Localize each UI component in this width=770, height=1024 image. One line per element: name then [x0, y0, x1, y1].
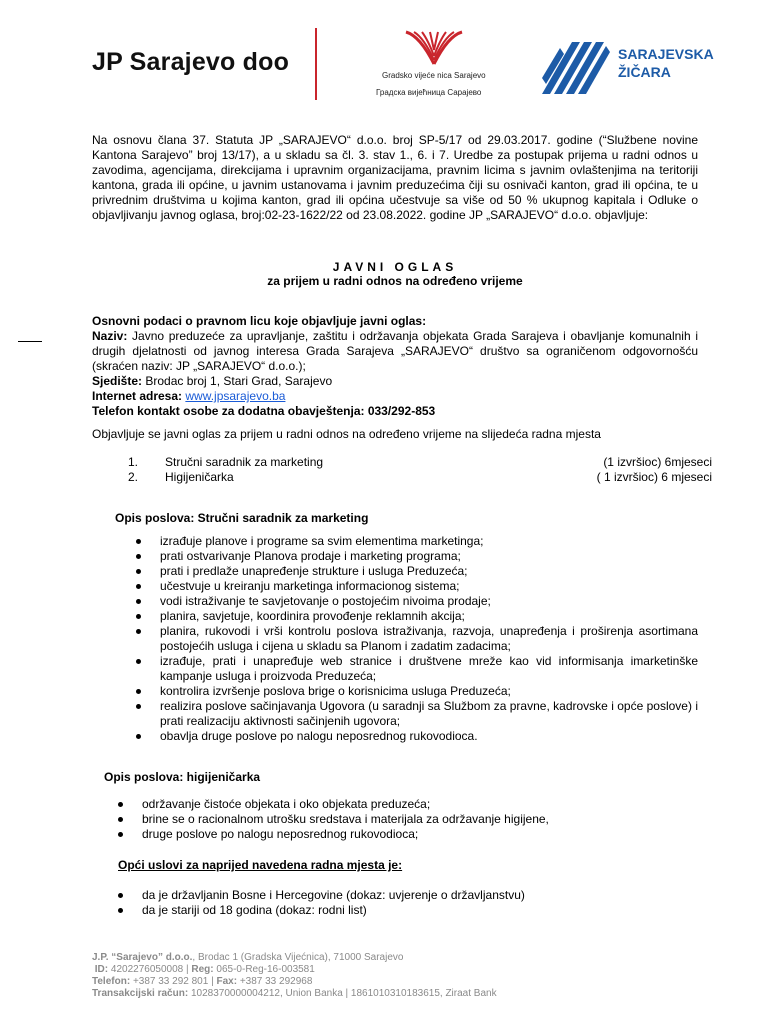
- bullet-icon: [136, 554, 141, 559]
- list-item: [136, 624, 698, 654]
- footer-id-value: 4202276050008: [110, 964, 184, 975]
- company-name: JP Sarajevo doo: [92, 48, 290, 76]
- position-note: ( 1 izvršioc) 6 mjeseci: [596, 470, 712, 484]
- footer-bank: [92, 988, 712, 1000]
- footer-tel-label: Telefon:: [92, 976, 131, 987]
- list-item-text: realizira poslove sačinjavanja Ugovora (u saradnji sa Službom za pravne, kadrovske i opće poslove) i prati realizaciju aktivnosti sačinjenih ugovora;: [160, 699, 698, 728]
- position-title: Stručni saradnik za marketing: [165, 455, 324, 469]
- bullet-icon: [118, 893, 123, 898]
- list-item: [136, 654, 698, 684]
- position-number: 2.: [128, 470, 139, 484]
- list-item-text: prati ostvarivanje Planova prodaje i marketing programa;: [160, 549, 461, 563]
- footer-id-label: ID:: [94, 964, 109, 975]
- bullet-icon: [136, 689, 141, 694]
- footer-address-text: , Brodac 1 (Gradska Vijećnica), 71000 Sarajevo: [192, 952, 404, 963]
- bullet-icon: [136, 659, 141, 664]
- list-item-text: brine se o racionalnom utrošku sredstava i materijala za održavanje higijene,: [142, 812, 549, 826]
- list-item: [136, 594, 698, 609]
- bullet-icon: [136, 539, 141, 544]
- bullet-icon: [136, 614, 141, 619]
- logo-caption-cyrillic: Градска вијећница Сарајево: [376, 88, 482, 97]
- bullet-icon: [136, 734, 141, 739]
- footer-reg-value: 065-0-Reg-16-003581: [216, 964, 315, 975]
- phone-line: Telefon kontakt osobe za dodatna obavještenja: 033/292-853: [92, 404, 436, 418]
- bullet-icon: [136, 584, 141, 589]
- bullet-icon: [136, 569, 141, 574]
- bullet-icon: [118, 802, 123, 807]
- list-item-text: vodi istraživanje te savjetovanje o postojećim nivoima prodaje;: [160, 594, 491, 608]
- list-item: [136, 699, 698, 729]
- list-item-text: kontrolira izvršenje poslova brige o korisnicima usluga Preduzeća;: [160, 684, 511, 698]
- naziv-label: Naziv:: [92, 329, 128, 343]
- list-item: [118, 888, 698, 903]
- list-item-text: druge poslove po nalogu neposrednog rukovodioca;: [142, 827, 419, 841]
- footer-reg-label: Reg:: [191, 964, 214, 975]
- cleaner-duties-heading: Opis poslova: higijeničarka: [104, 770, 261, 784]
- list-item-text: obavlja druge poslove po nalogu neposrednog rukovodioca.: [160, 729, 478, 743]
- basic-info-section: [92, 314, 698, 419]
- general-conditions-heading: Opći uslovi za naprijed navedena radna mjesta je:: [118, 858, 403, 872]
- page-footer: [92, 952, 712, 1000]
- list-item-text: da je državljanin Bosne i Hercegovine (dokaz: uvjerenje o državljanstvu): [142, 888, 525, 902]
- list-item: [136, 564, 698, 579]
- position-title: Higijeničarka: [165, 470, 234, 484]
- list-item: [136, 579, 698, 594]
- vijecnica-emblem-icon: [402, 28, 466, 68]
- footer-separator: |: [186, 964, 189, 975]
- list-item: [136, 729, 698, 744]
- marketing-duties-heading: Opis poslova: Stručni saradnik za marketing: [115, 511, 369, 525]
- bullet-icon: [136, 704, 141, 709]
- footer-ids: [92, 964, 712, 976]
- list-item: [136, 609, 698, 624]
- footer-contacts: [92, 976, 712, 988]
- list-item-text: održavanje čistoće objekata i oko objekata preduzeća;: [142, 797, 431, 811]
- list-item-text: da je stariji od 18 godina (dokaz: rodni list): [142, 903, 367, 917]
- list-item: [136, 684, 698, 699]
- footer-account-value: 1028370000004212, Union Banka | 1861010310183615, Ziraat Bank: [190, 988, 497, 999]
- web-label: Internet adresa:: [92, 389, 183, 403]
- footer-fax-label: Fax:: [216, 976, 238, 987]
- oglas-title: JAVNI OGLAS: [332, 260, 458, 274]
- marketing-duties-list: [136, 534, 698, 744]
- zicara-text-line1: SARAJEVSKA: [618, 46, 714, 62]
- bullet-icon: [136, 599, 141, 604]
- footer-address: [92, 952, 712, 964]
- basic-info-heading: Osnovni podaci o pravnom licu koje objavljuje javni oglas:: [92, 314, 427, 328]
- intro-paragraph: Na osnovu člana 37. Statuta JP „SARAJEVO“ d.o.o. broj SP-5/17 od 29.03.2017. godine (“Službene novine Kantona Sarajevo” broj 13/17), a u skladu sa čl. 3. stav 1., 6. i 7. Uredbe za postupak prijema u radni odnos u zavodima, agencijama, direkcijama i upravnim organizacijama, pravnim licima s javnim ovlaštenjima na teritoriji kantona, grada ili općine, u javnim ustanovama i javnim preduzećima čiji su osnivači kanton, grad ili općina, te u privrednim društvima u kojima kanton, grad ili općina učestvuje sa više od 50 % ukupnog kapitala i Odluke o objavljivanju javnog oglasa, broj:02-23-1622/22 od 23.08.2022. godine JP „SARAJEVO“ d.o.o. objavljuje:: [92, 133, 698, 222]
- list-item: [136, 549, 698, 564]
- cleaner-duties-list: [118, 797, 698, 842]
- list-item: [136, 534, 698, 549]
- oglas-subtitle: za prijem u radni odnos na određeno vrijeme: [267, 274, 523, 288]
- naziv-line: [92, 329, 698, 374]
- footer-company: J.P. “Sarajevo” d.o.o.: [92, 952, 193, 963]
- bullet-icon: [136, 629, 141, 634]
- list-item: [118, 797, 698, 812]
- footer-account-label: Transakcijski račun:: [92, 988, 189, 999]
- sarajevska-zicara-logo: [540, 38, 714, 98]
- general-conditions-list: [118, 888, 698, 918]
- position-number: 1.: [128, 455, 139, 469]
- list-item: [118, 827, 698, 842]
- announcement-text: Objavljuje se javni oglas za prijem u radni odnos na određeno vrijeme na slijedeća radna mjesta: [92, 427, 601, 441]
- bullet-icon: [118, 832, 123, 837]
- list-item: [118, 903, 698, 918]
- footer-separator: |: [211, 976, 214, 987]
- list-item: [118, 812, 698, 827]
- sjediste-line: [92, 374, 698, 389]
- list-item-text: prati i predlaže unapređenje strukture i usluga Preduzeća;: [160, 564, 468, 578]
- website-link[interactable]: www.jpsarajevo.ba: [185, 389, 286, 403]
- bullet-icon: [118, 817, 123, 822]
- header-divider: [315, 28, 317, 100]
- bullet-icon: [118, 908, 123, 913]
- sjediste-label: Sjedište:: [92, 374, 143, 388]
- zicara-text-line2: ŽIČARA: [618, 64, 671, 80]
- margin-mark: [18, 341, 42, 342]
- position-note: (1 izvršioc) 6mjeseci: [603, 455, 712, 469]
- footer-tel-value: +387 33 292 801: [132, 976, 209, 987]
- list-item-text: učestvuje u kreiranju marketinga informacionog sistema;: [160, 579, 460, 593]
- list-item-text: planira, rukovodi i vrši kontrolu poslova istraživanja, razvoja, unapređenja i proširenja asortimana postojećih usluga i cijena u skladu sa Planom i zadatim zadacima;: [160, 624, 698, 653]
- zicara-stripes-icon: [540, 38, 612, 98]
- footer-fax-value: +387 33 292968: [239, 976, 313, 987]
- list-item-text: izrađuje planove i programe sa svim elementima marketinga;: [160, 534, 484, 548]
- gradska-vijecnica-logo: [376, 28, 500, 97]
- list-item-text: planira, savjetuje, koordinira provođenje reklamnih akcija;: [160, 609, 465, 623]
- web-line: [92, 389, 698, 404]
- sjediste-value: Brodac broj 1, Stari Grad, Sarajevo: [145, 374, 333, 388]
- list-item-text: izrađuje, prati i unapređuje web stranice i društvene mreže kao vid informisanja imarketinške kampanje usluga i proizvoda Preduzeća;: [160, 654, 698, 683]
- logo-caption-latin: Gradsko vijeće nica Sarajevo: [382, 71, 486, 80]
- naziv-value: Javno preduzeće za upravljanje, zaštitu i održavanja objekata Grada Sarajeva i obavljanje komunalnih i drugih djelatnosti od javnog interesa Grada Sarajeva „SARAJEVO“ društvo sa ograničenom odgovornošću (skraćen naziv: JP „SARAJEVO“ d.o.o.);: [92, 329, 699, 373]
